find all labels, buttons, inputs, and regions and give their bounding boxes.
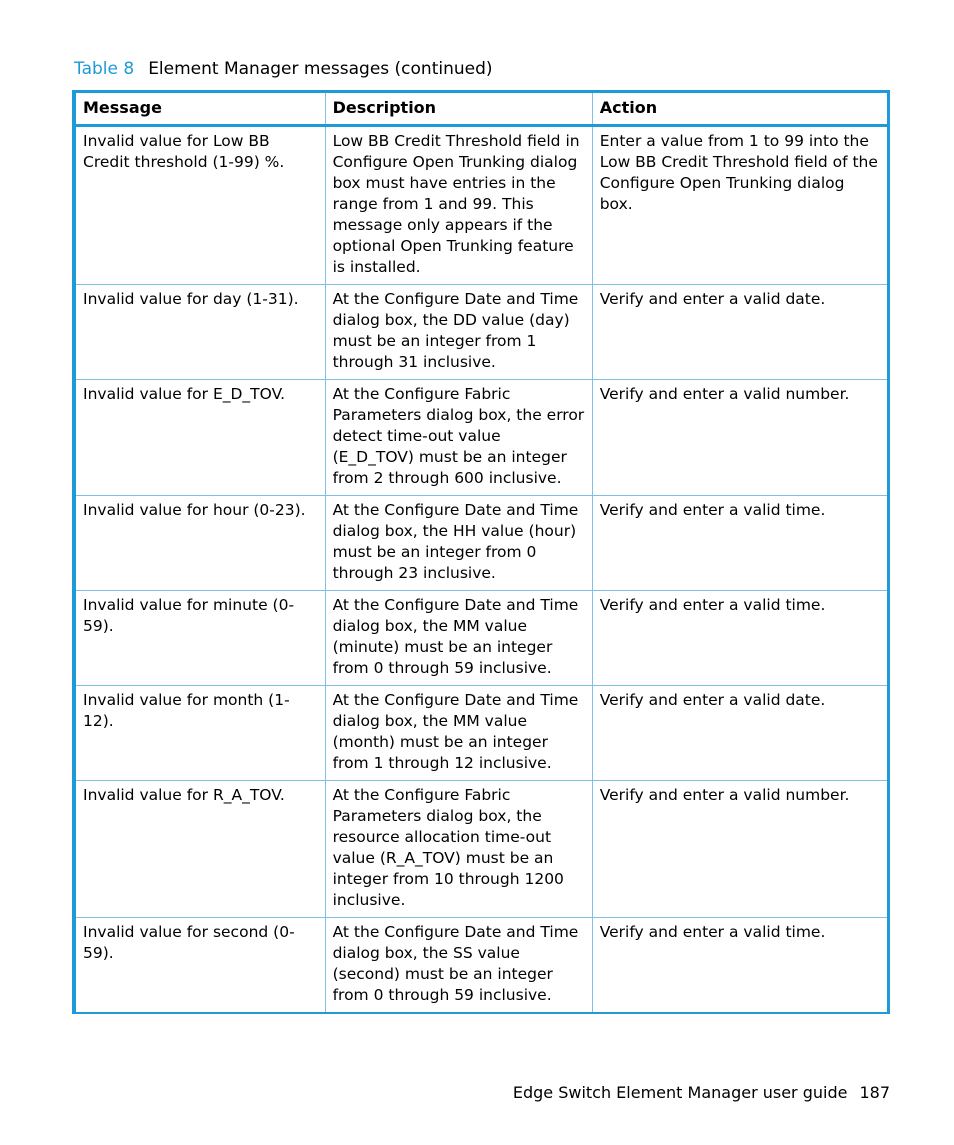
cell-action: Verify and enter a valid date.: [592, 285, 888, 380]
table-row: [74, 126, 889, 285]
cell-message: Invalid value for R_A_TOV.: [74, 781, 325, 918]
table-number: Table 8: [74, 59, 135, 79]
cell-message: Invalid value for month (1-12).: [74, 686, 325, 781]
page-footer: [513, 1082, 890, 1104]
cell-action: Verify and enter a valid time.: [592, 496, 888, 591]
table-row: [74, 686, 889, 781]
cell-description: At the Configure Fabric Parameters dialog box, the error detect time-out value (E_D_TOV) must be an integer from 2 through 600 inclusive.: [325, 380, 592, 496]
cell-message: Invalid value for minute (0-59).: [74, 591, 325, 686]
cell-action: Verify and enter a valid number.: [592, 781, 888, 918]
table-row: [74, 380, 889, 496]
table-header-row: [74, 92, 889, 126]
messages-table: [72, 90, 890, 1014]
cell-message: Invalid value for E_D_TOV.: [74, 380, 325, 496]
header-message: Message: [74, 92, 325, 126]
cell-description: At the Configure Date and Time dialog box, the MM value (month) must be an integer from 1 through 12 inclusive.: [325, 686, 592, 781]
cell-action: Verify and enter a valid time.: [592, 591, 888, 686]
header-description: Description: [325, 92, 592, 126]
cell-action: Enter a value from 1 to 99 into the Low BB Credit Threshold field of the Configure Open Trunking dialog box.: [592, 126, 888, 285]
cell-description: At the Configure Fabric Parameters dialog box, the resource allocation time-out value (R_A_TOV) must be an integer from 10 through 1200 inclusive.: [325, 781, 592, 918]
table-title: Element Manager messages (continued): [148, 59, 493, 79]
cell-message: Invalid value for Low BB Credit threshold (1-99) %.: [74, 126, 325, 285]
cell-action: Verify and enter a valid date.: [592, 686, 888, 781]
page-number: 187: [859, 1083, 890, 1102]
cell-action: Verify and enter a valid time.: [592, 918, 888, 1014]
table-row: [74, 591, 889, 686]
table-row: [74, 285, 889, 380]
cell-description: Low BB Credit Threshold field in Configure Open Trunking dialog box must have entries in the range from 1 and 99. This message only appears if the optional Open Trunking feature is installed.: [325, 126, 592, 285]
cell-message: Invalid value for hour (0-23).: [74, 496, 325, 591]
cell-description: At the Configure Date and Time dialog box, the SS value (second) must be an integer from 0 through 59 inclusive.: [325, 918, 592, 1014]
header-action: Action: [592, 92, 888, 126]
table-caption: [74, 58, 493, 80]
table-row: [74, 496, 889, 591]
cell-description: At the Configure Date and Time dialog box, the MM value (minute) must be an integer from 0 through 59 inclusive.: [325, 591, 592, 686]
messages-table-container: [72, 90, 890, 1014]
cell-message: Invalid value for second (0-59).: [74, 918, 325, 1014]
cell-message: Invalid value for day (1-31).: [74, 285, 325, 380]
cell-description: At the Configure Date and Time dialog box, the DD value (day) must be an integer from 1 through 31 inclusive.: [325, 285, 592, 380]
table-row: [74, 781, 889, 918]
cell-description: At the Configure Date and Time dialog box, the HH value (hour) must be an integer from 0 through 23 inclusive.: [325, 496, 592, 591]
table-row: [74, 918, 889, 1014]
guide-title: Edge Switch Element Manager user guide: [512, 1083, 848, 1102]
cell-action: Verify and enter a valid number.: [592, 380, 888, 496]
